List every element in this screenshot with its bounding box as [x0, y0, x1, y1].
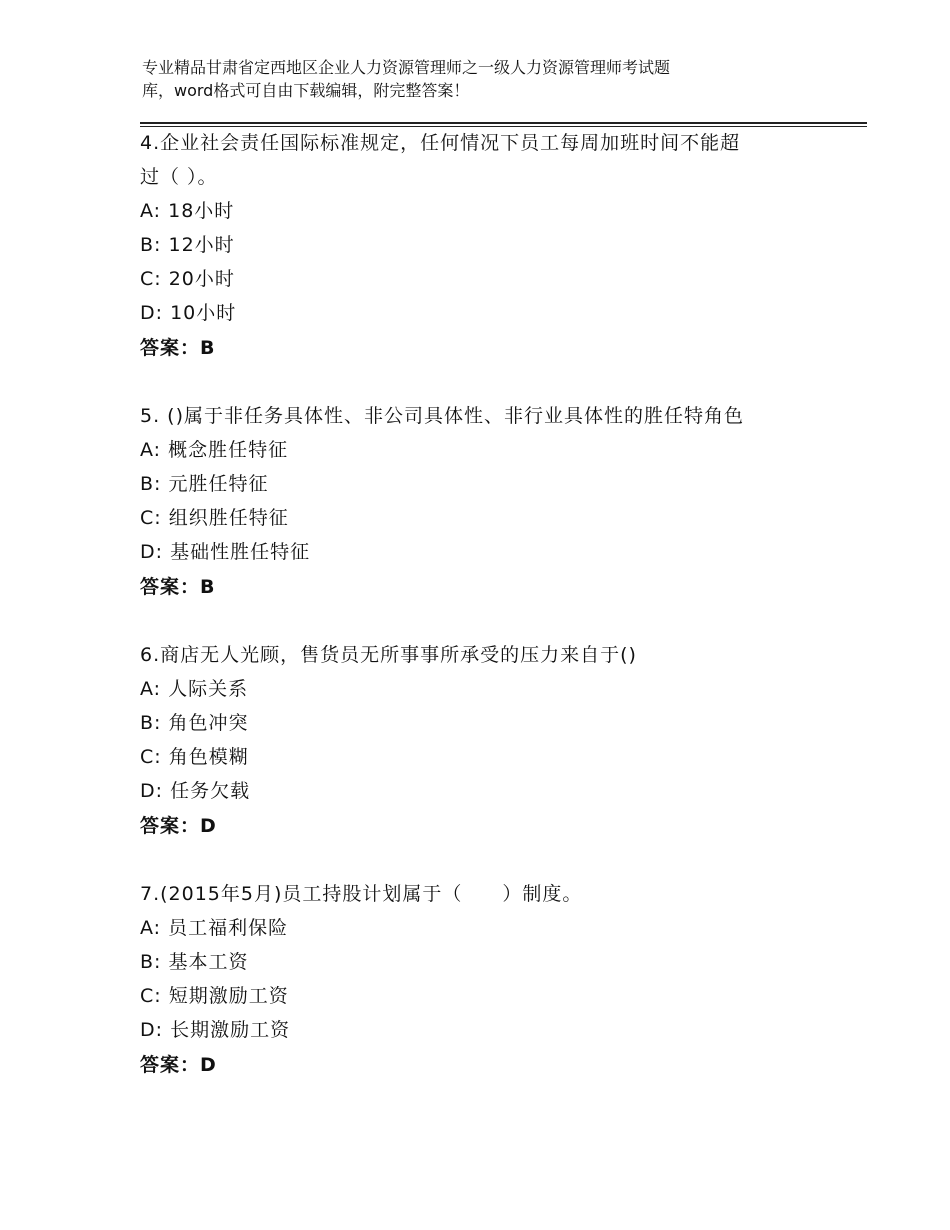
- question-4-stem-line-2: 过（ ）。: [140, 166, 218, 188]
- question-7-option-b: B: 基本工资: [140, 951, 249, 973]
- question-7-stem-line-1: 7.(2015年5月)员工持股计划属于（ ）制度。: [140, 883, 583, 905]
- question-5-option-d: D: 基础性胜任特征: [140, 541, 311, 563]
- question-4-option-b: B: 12小时: [140, 234, 235, 256]
- question-6-option-a: A: 人际关系: [140, 678, 249, 700]
- question-5-stem-line-1: 5. ()属于非任务具体性、非公司具体性、非行业具体性的胜任特角色: [140, 405, 744, 427]
- header-line-2: 库，word格式可自由下载编辑，附完整答案！: [142, 81, 470, 100]
- header-divider-thin: [140, 126, 867, 127]
- question-5-option-b: B: 元胜任特征: [140, 473, 269, 495]
- question-7-option-c: C: 短期激励工资: [140, 985, 289, 1007]
- question-4-option-a: A: 18小时: [140, 200, 235, 222]
- question-6-answer: 答案：D: [140, 815, 217, 837]
- question-4-option-c: C: 20小时: [140, 268, 235, 290]
- question-4-option-d: D: 10小时: [140, 302, 237, 324]
- question-7-option-d: D: 长期激励工资: [140, 1019, 291, 1041]
- question-6-option-d: D: 任务欠载: [140, 780, 251, 802]
- question-4-answer: 答案：B: [140, 337, 216, 359]
- question-6-stem-line-1: 6.商店无人光顾，售货员无所事事所承受的压力来自于(): [140, 644, 637, 666]
- question-4-stem-line-1: 4.企业社会责任国际标准规定，任何情况下员工每周加班时间不能超: [140, 132, 741, 154]
- question-5-answer: 答案：B: [140, 576, 216, 598]
- question-7-option-a: A: 员工福利保险: [140, 917, 289, 939]
- document-header: [142, 56, 782, 102]
- question-5-option-a: A: 概念胜任特征: [140, 439, 289, 461]
- header-divider-thick: [140, 122, 867, 124]
- question-6-option-c: C: 角色模糊: [140, 746, 249, 768]
- question-6-option-b: B: 角色冲突: [140, 712, 249, 734]
- header-line-1: 专业精品甘肃省定西地区企业人力资源管理师之一级人力资源管理师考试题: [142, 58, 671, 77]
- question-7-answer: 答案：D: [140, 1054, 217, 1076]
- question-5-option-c: C: 组织胜任特征: [140, 507, 289, 529]
